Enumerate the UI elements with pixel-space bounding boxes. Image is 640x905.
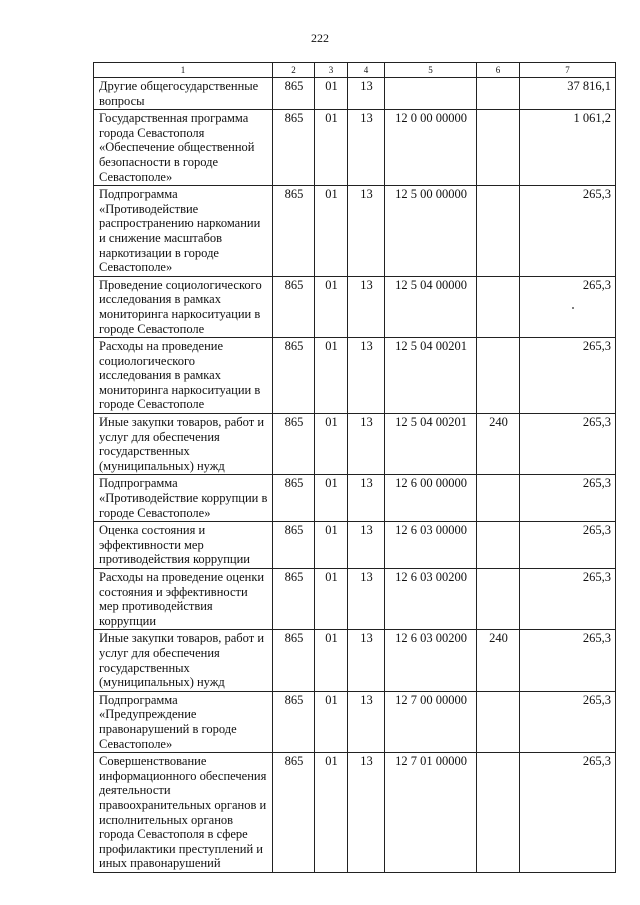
cell-subsection: 13 <box>348 753 385 873</box>
cell-expense-type: 240 <box>477 630 520 691</box>
cell-expense-type <box>477 338 520 414</box>
column-header: 6 <box>477 63 520 78</box>
cell-section: 01 <box>315 630 348 691</box>
cell-target-article: 12 6 03 00000 <box>385 522 477 569</box>
cell-target-article <box>385 78 477 110</box>
cell-target-article: 12 7 01 00000 <box>385 753 477 873</box>
scan-speck <box>572 307 574 309</box>
cell-description: Расходы на проведение оценки состояния и эффективности мер противодействия коррупции <box>94 569 273 630</box>
cell-section: 01 <box>315 186 348 277</box>
table-header-row <box>94 63 616 78</box>
cell-section: 01 <box>315 522 348 569</box>
cell-subsection: 13 <box>348 522 385 569</box>
table-row <box>94 78 616 110</box>
cell-section: 01 <box>315 276 348 337</box>
cell-subsection: 13 <box>348 186 385 277</box>
table-row <box>94 691 616 752</box>
column-header: 1 <box>94 63 273 78</box>
cell-amount: 265,3 <box>520 569 616 630</box>
cell-section: 01 <box>315 338 348 414</box>
cell-target-article: 12 5 00 00000 <box>385 186 477 277</box>
cell-description: Оценка состояния и эффективности мер противодействия коррупции <box>94 522 273 569</box>
cell-subsection: 13 <box>348 276 385 337</box>
cell-amount: 265,3 <box>520 276 616 337</box>
cell-description: Иные закупки товаров, работ и услуг для обеспечения государственных (муниципальных) нужд <box>94 630 273 691</box>
cell-subsection: 13 <box>348 569 385 630</box>
cell-target-article: 12 6 03 00200 <box>385 630 477 691</box>
table-row <box>94 414 616 475</box>
cell-admin-code: 865 <box>273 522 315 569</box>
cell-amount: 265,3 <box>520 630 616 691</box>
cell-section: 01 <box>315 569 348 630</box>
column-header: 7 <box>520 63 616 78</box>
cell-expense-type <box>477 276 520 337</box>
cell-admin-code: 865 <box>273 753 315 873</box>
cell-admin-code: 865 <box>273 691 315 752</box>
page-number: 222 <box>311 31 329 45</box>
cell-amount: 265,3 <box>520 691 616 752</box>
cell-target-article: 12 0 00 00000 <box>385 110 477 186</box>
cell-expense-type <box>477 569 520 630</box>
table-row <box>94 630 616 691</box>
cell-amount: 265,3 <box>520 522 616 569</box>
cell-amount: 265,3 <box>520 186 616 277</box>
cell-description: Расходы на проведение социологического исследования в рамках мониторинга наркоситуации в городе Севастополе <box>94 338 273 414</box>
table-row <box>94 110 616 186</box>
cell-amount: 265,3 <box>520 338 616 414</box>
table-row <box>94 753 616 873</box>
budget-table <box>93 62 616 873</box>
column-header: 3 <box>315 63 348 78</box>
cell-admin-code: 865 <box>273 630 315 691</box>
cell-target-article: 12 7 00 00000 <box>385 691 477 752</box>
cell-admin-code: 865 <box>273 414 315 475</box>
cell-admin-code: 865 <box>273 276 315 337</box>
cell-description: Другие общегосударственные вопросы <box>94 78 273 110</box>
cell-admin-code: 865 <box>273 569 315 630</box>
column-header: 5 <box>385 63 477 78</box>
table-row <box>94 475 616 522</box>
cell-amount: 1 061,2 <box>520 110 616 186</box>
cell-description: Совершенствование информационного обеспечения деятельности правоохранительных органов и исполнительных органов города Севастополя в сфере профилактики преступлений и иных правонарушений <box>94 753 273 873</box>
cell-section: 01 <box>315 753 348 873</box>
cell-target-article: 12 5 04 00201 <box>385 414 477 475</box>
cell-section: 01 <box>315 691 348 752</box>
cell-expense-type <box>477 186 520 277</box>
table-row <box>94 522 616 569</box>
cell-target-article: 12 5 04 00201 <box>385 338 477 414</box>
cell-target-article: 12 6 03 00200 <box>385 569 477 630</box>
cell-amount: 265,3 <box>520 753 616 873</box>
cell-subsection: 13 <box>348 338 385 414</box>
cell-expense-type: 240 <box>477 414 520 475</box>
cell-section: 01 <box>315 110 348 186</box>
table-row <box>94 276 616 337</box>
cell-target-article: 12 6 00 00000 <box>385 475 477 522</box>
column-header: 4 <box>348 63 385 78</box>
cell-subsection: 13 <box>348 110 385 186</box>
cell-amount: 265,3 <box>520 475 616 522</box>
cell-description: Подпрограмма «Предупреждение правонарушений в городе Севастополе» <box>94 691 273 752</box>
cell-description: Государственная программа города Севастополя «Обеспечение общественной безопасности в городе Севастополе» <box>94 110 273 186</box>
cell-subsection: 13 <box>348 475 385 522</box>
cell-expense-type <box>477 522 520 569</box>
cell-amount: 265,3 <box>520 414 616 475</box>
table-row <box>94 569 616 630</box>
cell-section: 01 <box>315 78 348 110</box>
column-header: 2 <box>273 63 315 78</box>
cell-expense-type <box>477 110 520 186</box>
cell-admin-code: 865 <box>273 110 315 186</box>
cell-expense-type <box>477 78 520 110</box>
cell-admin-code: 865 <box>273 186 315 277</box>
cell-subsection: 13 <box>348 414 385 475</box>
cell-subsection: 13 <box>348 691 385 752</box>
cell-subsection: 13 <box>348 630 385 691</box>
table-row <box>94 338 616 414</box>
cell-target-article: 12 5 04 00000 <box>385 276 477 337</box>
cell-expense-type <box>477 753 520 873</box>
cell-admin-code: 865 <box>273 475 315 522</box>
cell-description: Иные закупки товаров, работ и услуг для обеспечения государственных (муниципальных) нужд <box>94 414 273 475</box>
cell-section: 01 <box>315 475 348 522</box>
cell-expense-type <box>477 691 520 752</box>
table-row <box>94 186 616 277</box>
cell-subsection: 13 <box>348 78 385 110</box>
cell-amount: 37 816,1 <box>520 78 616 110</box>
cell-expense-type <box>477 475 520 522</box>
cell-section: 01 <box>315 414 348 475</box>
cell-description: Подпрограмма «Противодействие коррупции в городе Севастополе» <box>94 475 273 522</box>
cell-admin-code: 865 <box>273 78 315 110</box>
cell-description: Подпрограмма «Противодействие распространению наркомании и снижение масштабов наркотизации в городе Севастополе» <box>94 186 273 277</box>
cell-admin-code: 865 <box>273 338 315 414</box>
cell-description: Проведение социологического исследования в рамках мониторинга наркоситуации в городе Севастополе <box>94 276 273 337</box>
